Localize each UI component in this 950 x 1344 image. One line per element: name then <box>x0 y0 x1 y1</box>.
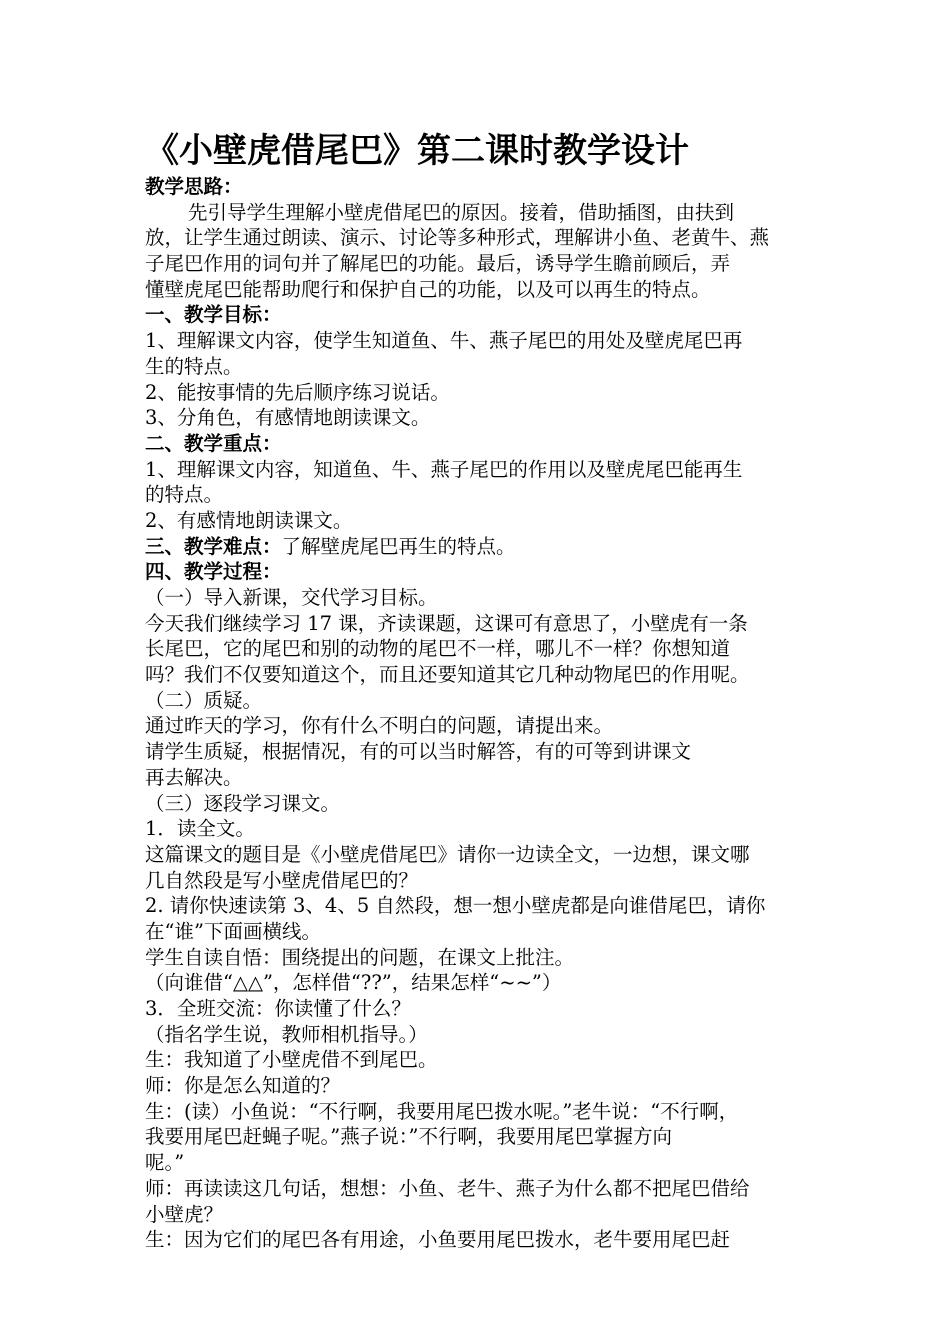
line-text: 学生自读自悟：围绕提出的问题，在课文上批注。 <box>145 945 575 969</box>
section-heading: 一、教学目标： <box>145 303 282 327</box>
text-line <box>145 1202 813 1228</box>
line-text: 今天我们继续学习 17 课，齐读课题，这课可有意思了，小壁虎有一条 <box>145 611 748 635</box>
text-line <box>145 328 813 354</box>
text-line <box>145 482 813 508</box>
text-line <box>145 354 813 380</box>
text-line <box>145 713 813 739</box>
line-text: （三）逐段学习课文。 <box>145 791 341 815</box>
line-text: 2. 请你快速读第 3、4、5 自然段，想一想小壁虎都是向谁借尾巴，请你 <box>145 894 766 918</box>
line-text: （指名学生说，教师相机指导。） <box>145 1022 428 1046</box>
text-line <box>145 405 813 431</box>
text-line <box>145 1150 813 1176</box>
text-line <box>145 457 813 483</box>
text-line <box>145 970 813 996</box>
document-body <box>145 174 813 1253</box>
text-line <box>145 816 813 842</box>
line-text: 几自然段是写小壁虎借尾巴的？ <box>145 868 419 892</box>
section-heading: 四、教学过程： <box>145 560 282 584</box>
text-line <box>145 662 813 688</box>
section-heading: 教学思路： <box>145 175 243 198</box>
text-line <box>145 688 813 714</box>
line-text: 师：再读读这几句话，想想：小鱼、老牛、燕子为什么都不把尾巴借给 <box>145 1176 750 1200</box>
text-line <box>145 765 813 791</box>
line-text: 1、理解课文内容，知道鱼、牛、燕子尾巴的作用以及壁虎尾巴能再生 <box>145 457 743 481</box>
text-line <box>145 559 813 585</box>
line-text: 先引导学生理解小壁虎借尾巴的原因。接着，借助插图，由扶到 <box>188 200 735 224</box>
line-text: 3．全班交流：你读懂了什么？ <box>145 997 411 1020</box>
line-text: 1．读全文。 <box>145 817 255 841</box>
text-line <box>145 1124 813 1150</box>
line-text: 生：(读）小鱼说：“不行啊，我要用尾巴拨水呢。”老牛说：“不行啊， <box>145 1099 739 1123</box>
line-text: 我要用尾巴赶蝇子呢。”燕子说：”不行啊，我要用尾巴掌握方向 <box>145 1125 672 1149</box>
line-text: 长尾巴，它的尾巴和别的动物的尾巴不一样，哪儿不一样？你想知道 <box>145 637 731 661</box>
line-text: 2、能按事情的先后顺序练习说话。 <box>145 380 450 404</box>
line-text: 了解壁虎尾巴再生的特点。 <box>281 534 516 558</box>
text-line <box>145 380 813 406</box>
text-line <box>145 251 813 277</box>
line-text: 2、有感情地朗读课文。 <box>145 508 353 532</box>
line-text: 呢。” <box>145 1151 185 1175</box>
text-line <box>145 1099 813 1125</box>
line-text: （一）导入新课，交代学习目标。 <box>145 586 438 609</box>
text-line <box>145 636 813 662</box>
text-line <box>145 1022 813 1048</box>
text-line <box>145 791 813 817</box>
section-heading: 二、教学重点： <box>145 431 282 455</box>
line-text: （向谁借“△△”，怎样借“??”，结果怎样“~~”） <box>145 971 562 995</box>
line-text: 生：我知道了小壁虎借不到尾巴。 <box>145 1048 438 1072</box>
text-line <box>145 534 813 560</box>
text-line <box>145 945 813 971</box>
text-line <box>145 302 813 328</box>
line-text: 放，让学生通过朗读、演示、讨论等多种形式，理解讲小鱼、老黄牛、燕 <box>145 226 770 250</box>
line-text: 吗？我们不仅要知道这个，而且还要知道其它几种动物尾巴的作用呢。 <box>145 663 750 687</box>
line-text: 懂壁虎尾巴能帮助爬行和保护自己的功能，以及可以再生的特点。 <box>145 277 711 301</box>
text-line <box>145 174 813 200</box>
text-line <box>145 200 813 226</box>
line-text: 小壁虎？ <box>145 1202 224 1226</box>
section-heading: 三、教学难点： <box>145 534 282 558</box>
text-line <box>145 842 813 868</box>
line-text: 请学生质疑，根据情况，有的可以当时解答，有的可等到讲课文 <box>145 740 692 764</box>
line-text: 在“谁”下面画横线。 <box>145 919 321 943</box>
text-line <box>145 585 813 611</box>
text-line <box>145 1227 813 1253</box>
line-text: 1、理解课文内容，使学生知道鱼、牛、燕子尾巴的用处及壁虎尾巴再 <box>145 329 743 353</box>
text-line <box>145 919 813 945</box>
text-line <box>145 893 813 919</box>
line-text: 通过昨天的学习，你有什么不明白的问题，请提出来。 <box>145 714 614 738</box>
line-text: 子尾巴作用的词句并了解尾巴的功能。最后，诱导学生瞻前顾后，弄 <box>145 252 731 276</box>
line-text: 生：因为它们的尾巴各有用途，小鱼要用尾巴拨水，老牛要用尾巴赶 <box>145 1228 731 1252</box>
text-line <box>145 739 813 765</box>
text-line <box>145 431 813 457</box>
line-text: 的特点。 <box>145 483 224 507</box>
text-line <box>145 225 813 251</box>
text-line <box>145 611 813 637</box>
text-line <box>145 277 813 303</box>
line-text: 师：你是怎么知道的？ <box>145 1074 341 1098</box>
text-line <box>145 1176 813 1202</box>
text-line <box>145 1073 813 1099</box>
text-line <box>145 996 813 1022</box>
text-line <box>145 1047 813 1073</box>
page-title: 《小壁虎借尾巴》第二课时教学设计 <box>145 131 689 171</box>
line-text: 3、分角色，有感情地朗读课文。 <box>145 406 431 430</box>
text-line <box>145 868 813 894</box>
line-text: 这篇课文的题目是《小壁虎借尾巴》请你一边读全文，一边想，课文哪 <box>145 842 750 866</box>
line-text: 生的特点。 <box>145 354 243 378</box>
line-text: （二）质疑。 <box>145 688 263 712</box>
line-text: 再去解决。 <box>145 765 243 789</box>
text-line <box>145 508 813 534</box>
